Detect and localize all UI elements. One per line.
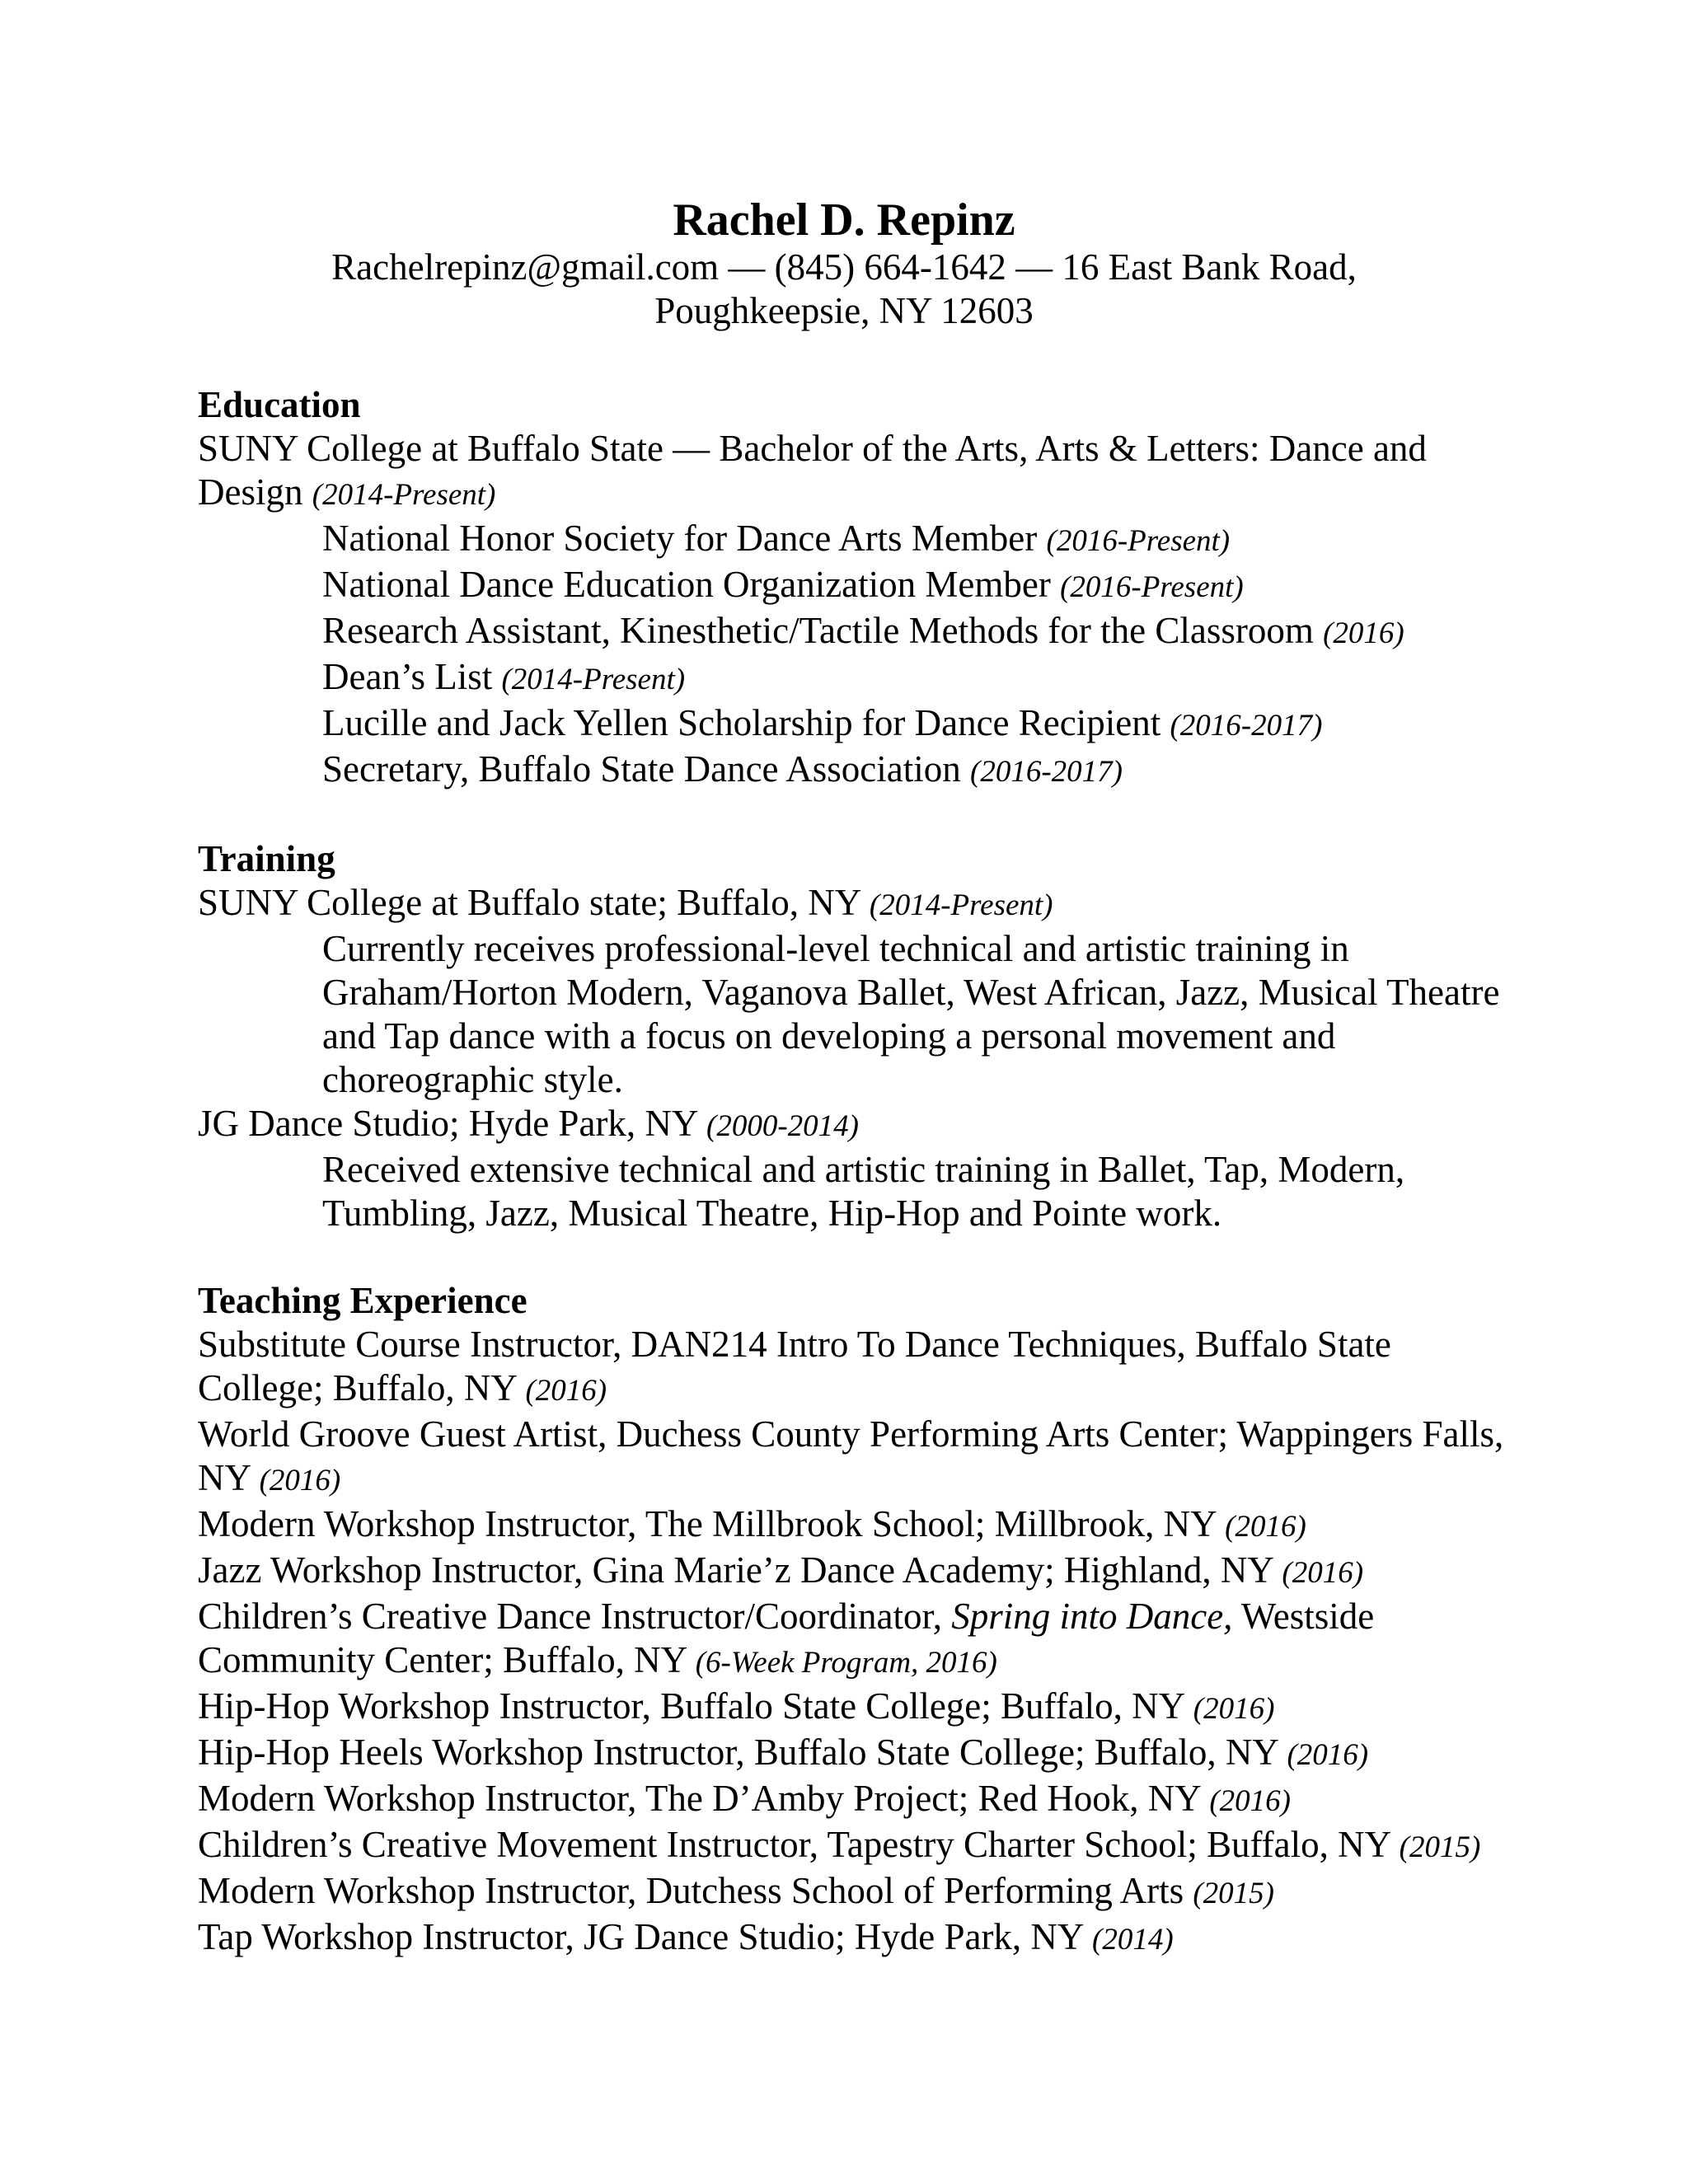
resume-header <box>0 194 1688 333</box>
education-item-date: (2016) <box>1323 616 1404 650</box>
teaching-entry-date: (2015) <box>1193 1877 1275 1910</box>
teaching-entry-text: Hip-Hop Workshop Instructor, Buffalo State College; Buffalo, NY <box>198 1685 1184 1727</box>
education-item-date: (2016-2017) <box>970 755 1123 789</box>
teaching-entry <box>198 1731 1517 1777</box>
teaching-entry <box>198 1823 1517 1869</box>
education-item-text: Research Assistant, Kinesthetic/Tactile Methods for the Classroom <box>322 610 1314 651</box>
education-item <box>198 748 1517 794</box>
section-title-teaching: Teaching Experience <box>198 1280 528 1321</box>
contact-line-2: Poughkeepsie, NY 12603 <box>654 290 1034 331</box>
teaching-entry-date: (2016) <box>525 1374 607 1408</box>
education-item-date: (2016-Present) <box>1046 524 1231 558</box>
teaching-entry-text: Tap Workshop Instructor, JG Dance Studio; Hyde Park, NY <box>198 1916 1083 1957</box>
degree-entry <box>198 427 1517 517</box>
teaching-entry <box>198 1502 1517 1549</box>
education-item <box>198 517 1517 563</box>
education-item-date: (2016-2017) <box>1170 709 1323 743</box>
degree-date: (2014-Present) <box>312 478 496 512</box>
training-entry <box>198 1102 1517 1148</box>
education-item-date: (2016-Present) <box>1060 570 1244 604</box>
resume-body <box>198 383 1517 2005</box>
teaching-entry-date: (6-Week Program, 2016) <box>695 1646 997 1680</box>
training-place: JG Dance Studio; Hyde Park, NY <box>198 1103 697 1144</box>
section-title-training: Training <box>198 838 335 879</box>
teaching-entry-text: Jazz Workshop Instructor, Gina Marie’z Dance Academy; Highland, NY <box>198 1549 1273 1591</box>
education-item-text: National Dance Education Organization Member <box>322 564 1051 605</box>
teaching-entry-text-before: Children’s Creative Dance Instructor/Coordinator, <box>198 1596 952 1637</box>
education-item-text: Dean’s List <box>322 656 493 697</box>
teaching-entry <box>198 1413 1517 1502</box>
teaching-entry-date: (2016) <box>259 1464 341 1497</box>
teaching-entry <box>198 1549 1517 1595</box>
teaching-entry-text-after: Westside Community Center; Buffalo, NY <box>198 1596 1375 1680</box>
teaching-entry-text: Modern Workshop Instructor, Dutchess School of Performing Arts <box>198 1870 1184 1911</box>
teaching-entry-date: (2015) <box>1399 1830 1481 1864</box>
education-item-text: National Honor Society for Dance Arts Member <box>322 518 1038 559</box>
teaching-entry-date: (2016) <box>1225 1510 1306 1544</box>
education-item <box>198 655 1517 701</box>
training-place: SUNY College at Buffalo state; Buffalo, NY <box>198 882 860 923</box>
teaching-entry <box>198 1777 1517 1823</box>
teaching-entry <box>198 1323 1517 1413</box>
teaching-entry-date: (2016) <box>1209 1784 1291 1818</box>
education-item-date: (2014-Present) <box>501 663 686 696</box>
education-item-text: Lucille and Jack Yellen Scholarship for Dance Recipient <box>322 702 1161 743</box>
training-description: Received extensive technical and artistic training in Ballet, Tap, Modern, Tumbling, Jazz, Musical Theatre, Hip-Hop and Pointe work. <box>322 1149 1405 1234</box>
teaching-entry-date: (2016) <box>1282 1556 1364 1590</box>
education-item <box>198 701 1517 748</box>
training-description: Currently receives professional-level technical and artistic training in Graham/Horton Modern, Vaganova Ballet, West African, Jazz, Musical Theatre and Tap dance with a focus on developing a personal movement and choreographic style. <box>322 928 1500 1100</box>
teaching-entry-text: Modern Workshop Instructor, The D’Amby Project; Red Hook, NY <box>198 1778 1201 1819</box>
teaching-entry-text: Hip-Hop Heels Workshop Instructor, Buffalo State College; Buffalo, NY <box>198 1732 1278 1773</box>
education-item <box>198 563 1517 609</box>
teaching-entry <box>198 1869 1517 1915</box>
teaching-entry-text: World Groove Guest Artist, Duchess County Performing Arts Center; Wappingers Falls, NY <box>198 1413 1504 1498</box>
training-date: (2014-Present) <box>869 888 1053 922</box>
training-entry <box>198 881 1517 927</box>
teaching-entry-date: (2014) <box>1092 1923 1174 1957</box>
teaching-entry <box>198 1685 1517 1731</box>
education-section <box>198 383 1517 794</box>
training-section <box>198 837 1517 1235</box>
degree-text: SUNY College at Buffalo State — Bachelor of the Arts, Arts & Letters: Dance and Design <box>198 428 1427 513</box>
contact-line-1: Rachelrepinz@gmail.com — (845) 664-1642 — 16 East Bank Road, <box>331 246 1357 288</box>
teaching-entry-text: Modern Workshop Instructor, The Millbrook School; Millbrook, NY <box>198 1503 1216 1544</box>
teaching-entry-date: (2016) <box>1193 1692 1275 1726</box>
teaching-entry <box>198 1915 1517 1961</box>
teaching-section <box>198 1279 1517 1961</box>
teaching-entry-text: Substitute Course Instructor, DAN214 Intro To Dance Techniques, Buffalo State College; Buffalo, NY <box>198 1324 1391 1408</box>
education-item <box>198 609 1517 655</box>
teaching-entry <box>198 1595 1517 1685</box>
candidate-name: Rachel D. Repinz <box>673 194 1015 246</box>
program-name: Spring into Dance, <box>951 1596 1233 1637</box>
section-title-education: Education <box>198 384 361 425</box>
teaching-entry-text: Children’s Creative Movement Instructor, Tapestry Charter School; Buffalo, NY <box>198 1824 1390 1865</box>
training-date: (2000-2014) <box>706 1109 859 1143</box>
teaching-entry-date: (2016) <box>1287 1738 1369 1772</box>
education-item-text: Secretary, Buffalo State Dance Association <box>322 748 961 790</box>
